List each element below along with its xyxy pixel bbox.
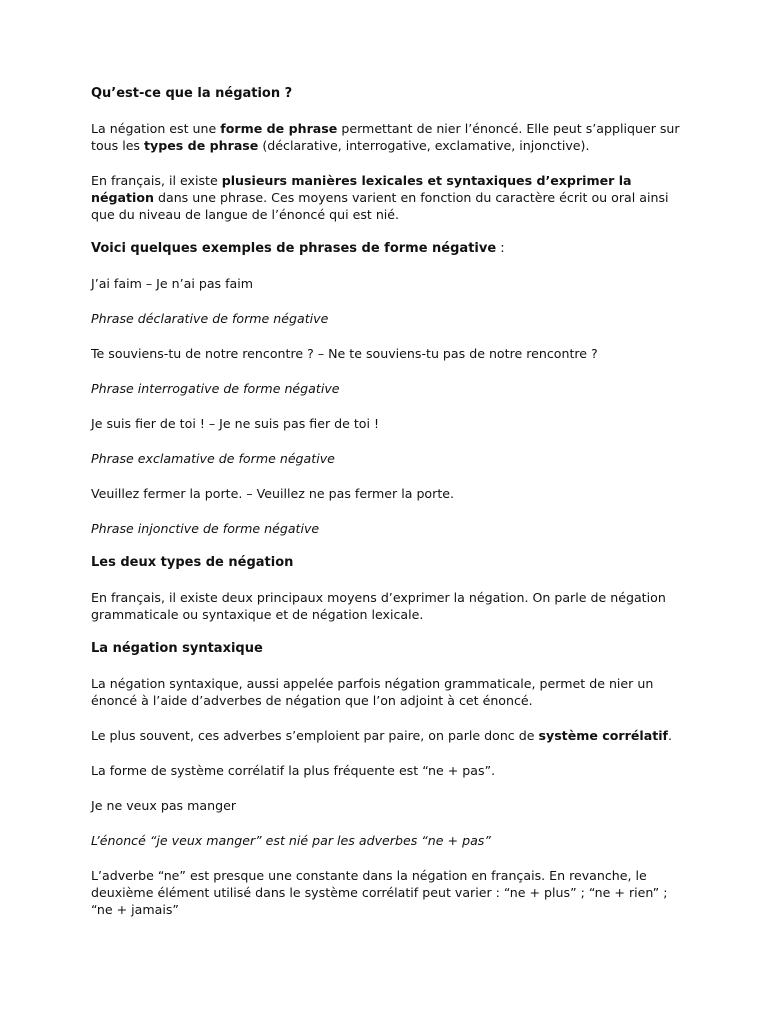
term-types-de-phrase: types de phrase bbox=[144, 138, 259, 153]
caption-exclamative: Phrase exclamative de forme négative bbox=[91, 451, 335, 466]
paragraph-manners: En français, il existe plusieurs manières lexicales et syntaxiques d’exprimer la négation dans une phrase. Ces moyens varient en fonction du caractère écrit ou oral ainsi que du niveau de langue de l’énoncé qui est nié. bbox=[91, 173, 669, 222]
caption-ne-pas: L’énoncé “je veux manger” est nié par les adverbes “ne + pas” bbox=[91, 833, 491, 848]
heading-negation: Qu’est-ce que la négation ? bbox=[91, 86, 293, 101]
caption-interrogative: Phrase interrogative de forme négative bbox=[91, 381, 340, 396]
paragraph-forme-frequente: La forme de système corrélatif la plus fréquente est “ne + pas”. bbox=[91, 763, 496, 778]
paragraph-adverbe-ne: L’adverbe “ne” est presque une constante dans la négation en français. En revanche, le deuxième élément utilisé dans le système corrélatif peut varier : “ne + plus” ; “ne + rien” ; “ne + jamais” bbox=[91, 868, 668, 917]
term-forme-de-phrase: forme de phrase bbox=[220, 121, 338, 136]
example-injonctive: Veuillez fermer la porte. – Veuillez ne pas fermer la porte. bbox=[91, 486, 455, 501]
example-interrogative: Te souviens-tu de notre rencontre ? – Ne te souviens-tu pas de notre rencontre ? bbox=[91, 346, 598, 361]
example-exclamative: Je suis fier de toi ! – Je ne suis pas fier de toi ! bbox=[91, 416, 380, 431]
heading-two-types: Les deux types de négation bbox=[91, 555, 294, 570]
heading-examples: Voici quelques exemples de phrases de forme négative : bbox=[91, 241, 505, 256]
example-declarative: J’ai faim – Je n’ai pas faim bbox=[91, 276, 254, 291]
heading-syntaxique: La négation syntaxique bbox=[91, 641, 263, 656]
caption-declarative: Phrase déclarative de forme négative bbox=[91, 311, 329, 326]
example-ne-pas: Je ne veux pas manger bbox=[91, 798, 237, 813]
caption-injonctive: Phrase injonctive de forme négative bbox=[91, 521, 320, 536]
paragraph-definition: La négation est une forme de phrase permettant de nier l’énoncé. Elle peut s’appliquer sur tous les types de phrase (déclarative, interrogative, exclamative, injonctive). bbox=[91, 121, 680, 153]
paragraph-two-types: En français, il existe deux principaux moyens d’exprimer la négation. On parle de négation grammaticale ou syntaxique et de négation lexicale. bbox=[91, 590, 666, 622]
term-systeme-correlatif: système corrélatif bbox=[538, 728, 669, 743]
paragraph-systeme-correlatif: Le plus souvent, ces adverbes s’emploient par paire, on parle donc de système corrélatif. bbox=[91, 728, 673, 743]
term-manieres: plusieurs manières lexicales et syntaxiques d’exprimer la négation bbox=[91, 173, 632, 205]
document-page bbox=[91, 83, 691, 918]
paragraph-syntaxique: La négation syntaxique, aussi appelée parfois négation grammaticale, permet de nier un énoncé à l’aide d’adverbes de négation que l’on adjoint à cet énoncé. bbox=[91, 676, 654, 708]
